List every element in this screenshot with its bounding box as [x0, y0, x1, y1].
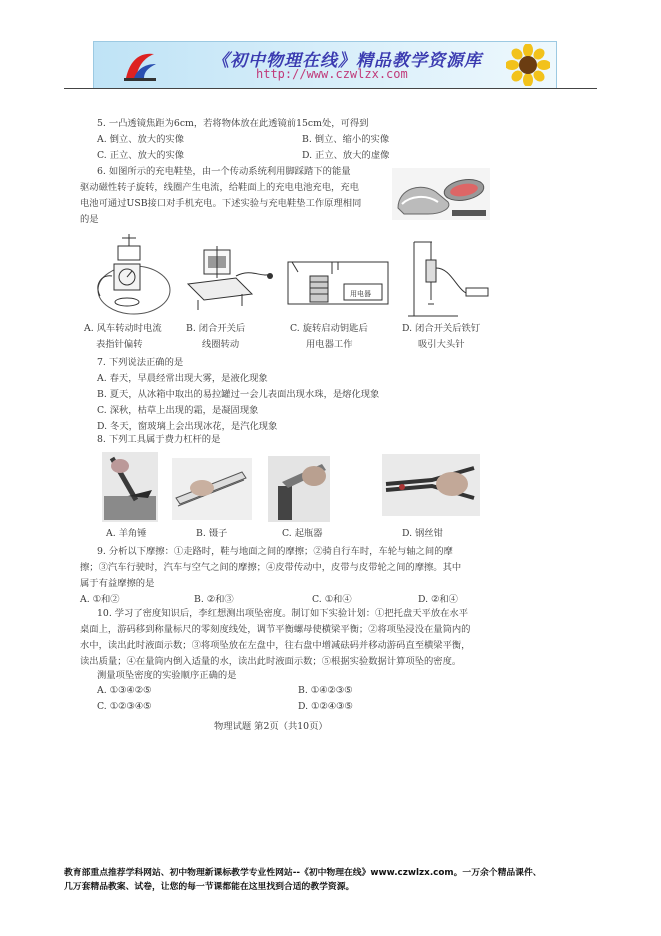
- q10-option-d: D. ①②④③⑤: [298, 701, 353, 712]
- q6-line-4: 的是: [80, 214, 99, 225]
- site-footer-line-1: 教育部重点推荐学科网站、初中物理新课标教学专业性网站--《初中物理在线》www.czwlzx.com。一万余个精品课件、: [64, 868, 542, 878]
- q6-caption-c-line2: 用电器工作: [306, 339, 353, 350]
- q5-stem: 5. 一凸透镜焦距为6cm，若将物体放在此透镜前15cm处，可得到: [97, 118, 369, 129]
- q9-line-1: 9. 分析以下摩擦：①走路时，鞋与地面之间的摩擦；②骑自行车时，车轮与轴之间的摩: [97, 546, 453, 557]
- q10-line-3: 水中，读出此时液面示数；③将项坠放在左盘中，往右盘中增减砝码并移动游码直至横梁平衡，: [80, 640, 471, 651]
- q8-option-b: B. 镊子: [196, 528, 228, 539]
- q6-caption-c-line1: C. 旋转启动钥匙后: [290, 323, 368, 334]
- banner-title: 《初中物理在线》精品教学资源库: [212, 51, 482, 71]
- q6-caption-a-line1: A. 风车转动时电流: [84, 323, 162, 334]
- q9-option-d: D. ②和④: [418, 594, 458, 605]
- q8-figure-b-tweezers: [172, 458, 252, 520]
- q8-stem: 8. 下列工具属于费力杠杆的是: [97, 434, 221, 445]
- q7-option-c: C. 深秋，枯草上出现的霜，是凝固现象: [97, 405, 259, 416]
- q7-option-b: B. 夏天，从冰箱中取出的易拉罐过一会儿表面出现水珠，是熔化现象: [97, 389, 380, 400]
- q9-line-2: 擦；③汽车行驶时，汽车与空气之间的摩擦；④皮带传动中，皮带与皮带轮之间的摩擦。其中: [80, 562, 462, 573]
- q5-option-d: D. 正立、放大的虚像: [302, 150, 390, 161]
- header-rule: [64, 88, 597, 89]
- q9-line-3: 属于有益摩擦的是: [80, 578, 155, 589]
- q10-line-4: 读出质量；④在量筒内倒入适量的水，读出此时液面示数；⑤根据实验数据计算项坠的密度。: [80, 656, 462, 667]
- q8-figure-d-wire-pliers: [382, 454, 480, 516]
- page-number-footer: 物理试题 第2页（共10页）: [214, 721, 328, 732]
- q9-option-a: A. ①和②: [80, 594, 120, 605]
- q6-figure-a-windmill-meter: [92, 234, 172, 320]
- q10-line-2: 桌面上，游码移到称量标尺的零刻度线处，调节平衡螺母使横梁平衡；②将项坠浸没在量筒内的: [80, 624, 471, 635]
- q8-option-c: C. 起瓶器: [282, 528, 323, 539]
- q8-figure-a-claw-hammer: [102, 452, 158, 522]
- q10-line-1: 10. 学习了密度知识后，李红想测出项坠密度。制订如下实验计划：①把托盘天平放在水平: [97, 608, 469, 619]
- q6-caption-b-line2: 线圈转动: [202, 339, 240, 350]
- q10-option-c: C. ①②③④⑤: [97, 701, 152, 712]
- site-logo-icon: [120, 48, 160, 82]
- q10-option-b: B. ①④②③⑤: [298, 685, 353, 696]
- q7-option-d: D. 冬天，窗玻璃上会出现冰花，是汽化现象: [97, 421, 278, 432]
- q9-option-b: B. ②和③: [194, 594, 234, 605]
- q6-figure-c-circuit: [284, 256, 392, 310]
- q6-caption-d-line1: D. 闭合开关后铁钉: [402, 323, 481, 334]
- q5-option-c: C. 正立、放大的实像: [97, 150, 185, 161]
- q7-option-a: A. 春天，早晨经常出现大雾，是液化现象: [97, 373, 268, 384]
- q5-option-a: A. 倒立、放大的实像: [97, 134, 184, 145]
- q8-option-a: A. 羊角锤: [106, 528, 147, 539]
- q6-line-1: 6. 如图所示的充电鞋垫，由一个传动系统利用脚踩踏下的能量: [97, 166, 351, 177]
- q6-figure-d-electromagnet: [398, 238, 494, 318]
- q6-line-2: 驱动磁性转子旋转，线圈产生电流，给鞋面上的充电电池充电，充电: [80, 182, 359, 193]
- q6-figure-b-motor: [182, 238, 276, 316]
- q10-line-5: 测量项坠密度的实验顺序正确的是: [97, 670, 237, 681]
- q6-caption-d-line2: 吸引大头针: [418, 339, 465, 350]
- q5-option-b: B. 倒立、缩小的实像: [302, 134, 390, 145]
- header-banner: [93, 41, 557, 89]
- q8-option-d: D. 钢丝钳: [402, 528, 443, 539]
- q6-device-label: 用电器: [350, 290, 371, 298]
- site-footer-line-2: 几万套精品教案、试卷，让您的每一节课都能在这里找到合适的教学资源。: [64, 882, 355, 892]
- q7-stem: 7. 下列说法正确的是: [97, 357, 184, 368]
- q6-caption-b-line1: B. 闭合开关后: [186, 323, 246, 334]
- sunflower-icon: [506, 44, 550, 86]
- site-footer: [64, 866, 542, 894]
- banner-url[interactable]: http://www.czwlzx.com: [256, 67, 408, 81]
- q6-caption-a-line2: 表指针偏转: [96, 339, 143, 350]
- q6-line-3: 电池可通过USB接口对手机充电。下述实验与充电鞋垫工作原理相同: [80, 198, 362, 209]
- q8-figure-c-bottle-opener: [268, 456, 330, 522]
- q10-option-a: A. ①③④②⑤: [97, 685, 152, 696]
- q9-option-c: C. ①和④: [312, 594, 352, 605]
- charging-insole-image: [392, 168, 490, 220]
